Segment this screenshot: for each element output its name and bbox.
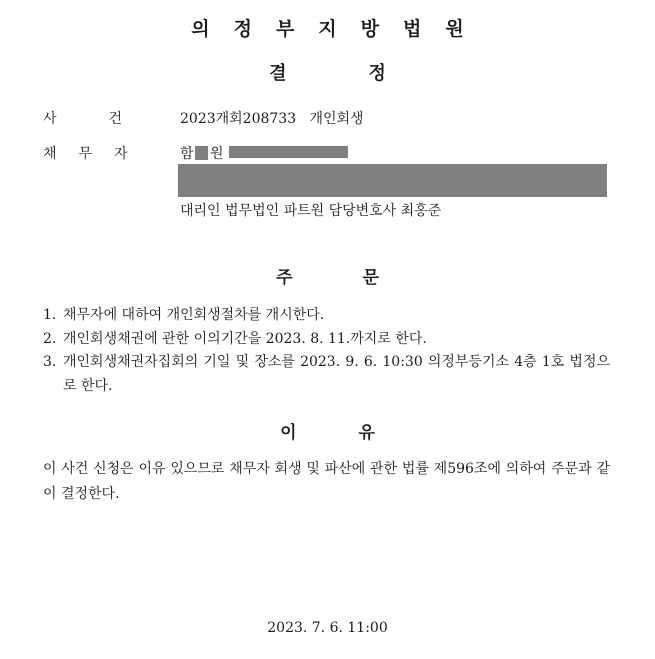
list-item-number: 3. xyxy=(43,354,57,370)
list-item-text: 채무자에 대하여 개인회생절차를 개시한다. xyxy=(63,307,325,323)
list-item-number: 1. xyxy=(43,307,57,323)
document-title: 결정 xyxy=(269,63,468,84)
debtor-agent: 대리인 법무법인 파트원 담당변호사 최홍준 xyxy=(180,203,442,219)
reason-text: 이 사건 신청은 이유 있으므로 채무자 회생 및 파산에 관한 법률 제596조에 의하여 주문과 같이 결정한다. xyxy=(43,461,610,502)
redaction-id xyxy=(229,146,348,158)
case-label: 사건 xyxy=(43,111,175,127)
court-name: 의정부지방법원 xyxy=(191,18,488,40)
list-item xyxy=(43,328,610,352)
list-item-number: 2. xyxy=(43,330,57,347)
list-item xyxy=(43,304,610,328)
list-item-text: 개인회생채권자집회의 기일 및 장소를 2023. 9. 6. 10:30 의정부등기소 4층 1호 법정으로 한다. xyxy=(63,354,610,394)
debtor-label: 채무자 xyxy=(43,146,150,162)
debtor-name-last: 원 xyxy=(210,146,224,162)
list-item-text: 개인회생채권에 관한 이의기간을 2023. 8. 11.까지로 한다. xyxy=(63,330,427,347)
reason-heading: 이유 xyxy=(280,423,437,443)
redaction-name xyxy=(195,146,208,160)
redaction-address xyxy=(178,164,607,197)
decision-date: 2023. 7. 6. 11:00 xyxy=(267,620,388,636)
order-list xyxy=(43,304,610,398)
order-heading: 주문 xyxy=(276,268,449,288)
list-item xyxy=(43,351,610,398)
case-number: 2023개회208733 개인회생 xyxy=(180,111,364,127)
debtor-name-first: 함 xyxy=(180,146,194,162)
